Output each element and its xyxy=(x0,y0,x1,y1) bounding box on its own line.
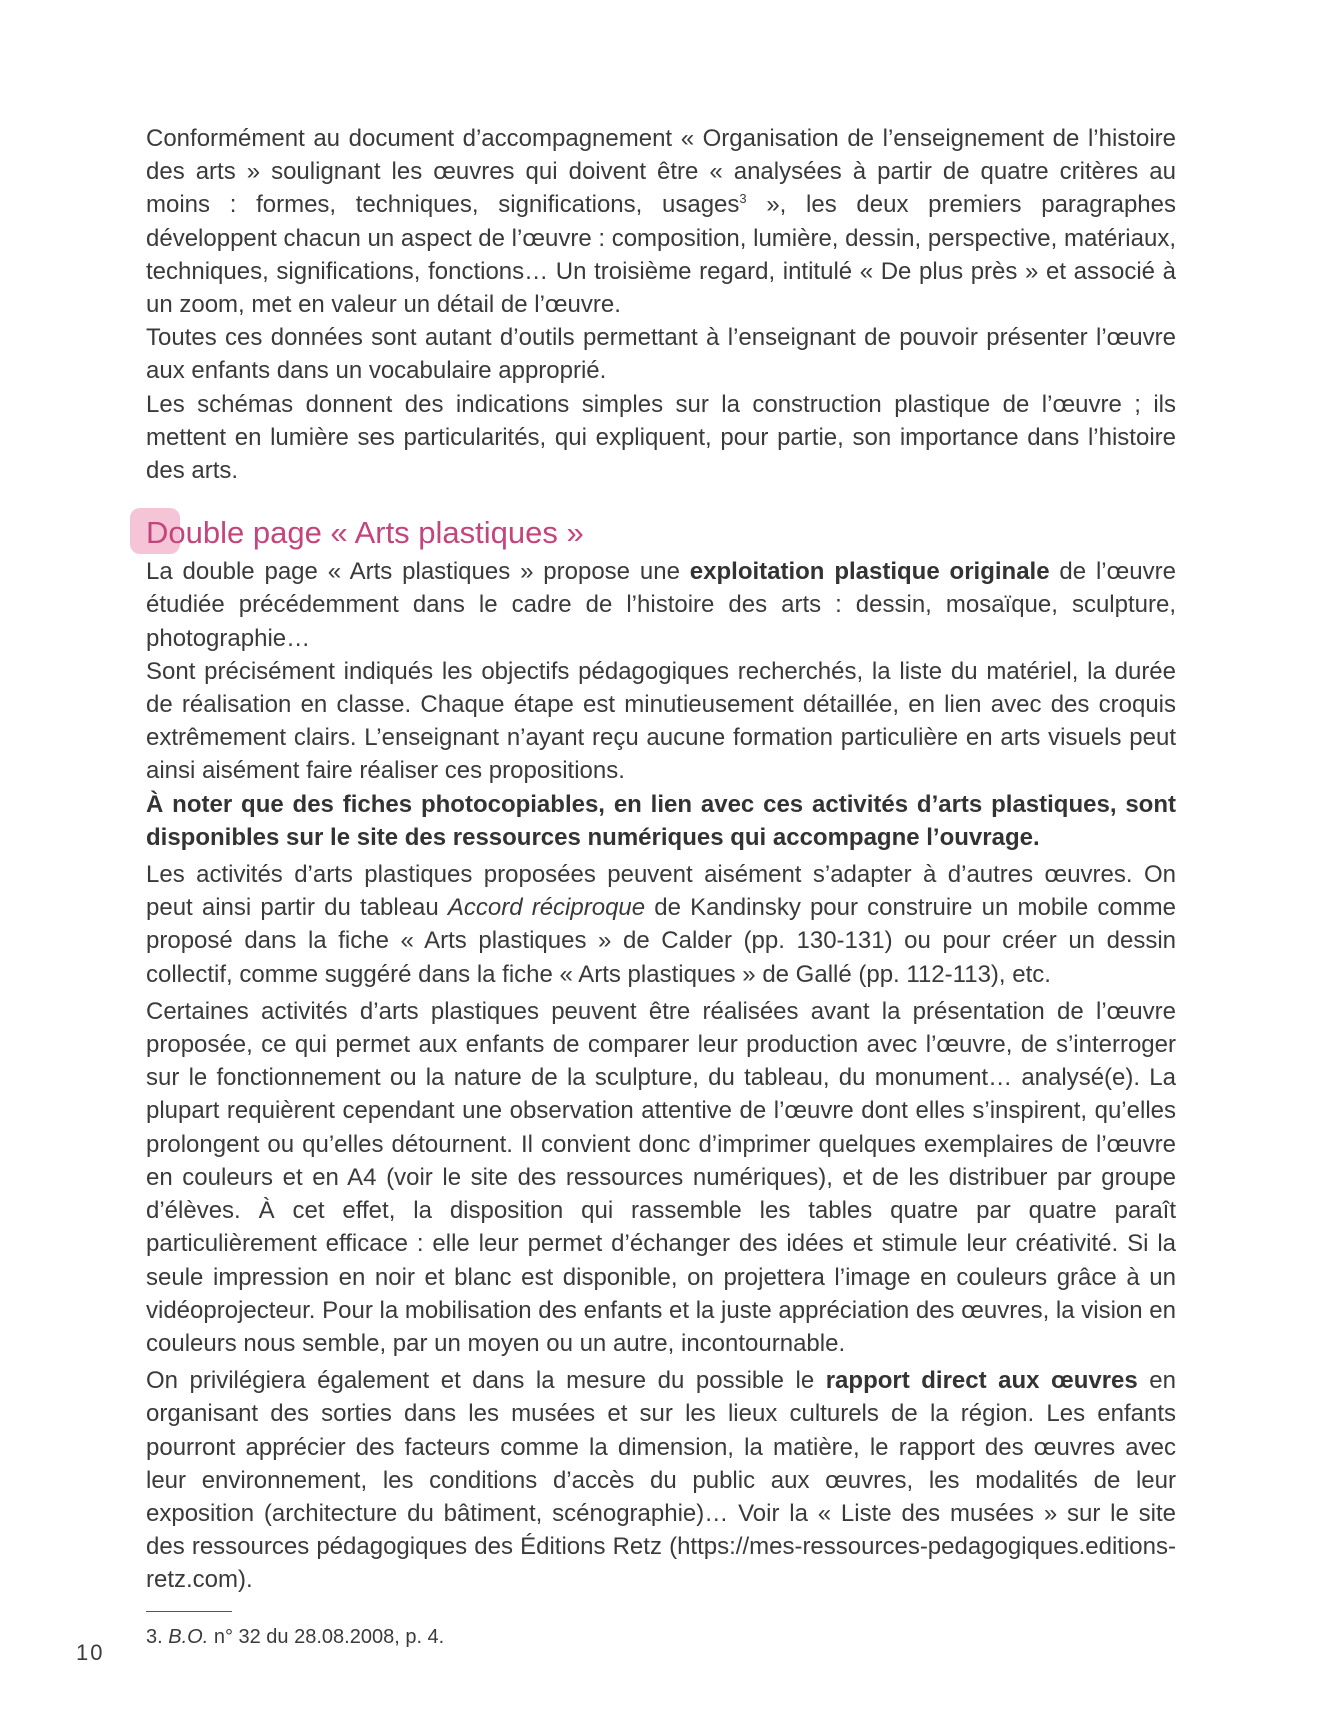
section-heading-container xyxy=(146,513,1176,553)
section-p6-text-b: en organisant des sorties dans les musées et sur les lieux culturels de la région. Les enfants pourront apprécier des facteurs comme la dimension, la matière, le rapport des œuvres avec leur environnement, les conditions d’accès du public aux œuvres, les modalités de leur exposition (architecture du bâtiment, scénographie)… Voir la « Liste des musées » sur le site des ressources pédagogiques des Éditions Retz (https://mes-ressources-pedagogiques.editions-retz.com). xyxy=(146,1367,1176,1594)
footnote-reference: 3 xyxy=(739,191,747,207)
footnote-text: n° 32 du 28.08.2008, p. 4. xyxy=(208,1625,445,1648)
intro-p1-text-a: Conformément au document d’accompagnement « Organisation de l’enseignement de l’histoire des arts » soulignant les œuvres qui doivent être « analysées à partir de quatre critères au moins : formes, techniques, significations, usages xyxy=(146,125,1176,219)
footnote-source: B.O. xyxy=(168,1625,209,1648)
intro-section xyxy=(146,122,1176,487)
section-paragraph-1 xyxy=(146,555,1176,655)
section-p6-text-a: On privilégiera également et dans la mesure du possible le xyxy=(146,1367,826,1395)
section-paragraph-2: Sont précisément indiqués les objectifs pédagogiques recherchés, la liste du matériel, la durée de réalisation en classe. Chaque étape est minutieusement détaillée, en lien avec des croquis extrêmement clairs. L’enseignant n’ayant reçu aucune formation particulière en arts visuels peut ainsi aisément faire réaliser ces propositions. xyxy=(146,657,1176,785)
footnote xyxy=(146,1624,1176,1650)
section-heading: Double page « Arts plastiques » xyxy=(146,515,584,551)
section-paragraph-4 xyxy=(146,858,1176,991)
intro-paragraph-2: Toutes ces données sont autant d’outils permettant à l’enseignant de pouvoir présenter l’œuvre aux enfants dans un vocabulaire approprié. xyxy=(146,324,1176,385)
section-p1-text-a: La double page « Arts plastiques » propose une xyxy=(146,558,690,586)
section-paragraph-5: Certaines activités d’arts plastiques peuvent être réalisées avant la présentation de l’œuvre proposée, ce qui permet aux enfants de comparer leur production avec l’œuvre, de s’interroger sur le fonctionnement ou la nature de la sculpture, du tableau, du monument… analysé(e). La plupart requièrent cependant une observation attentive de l’œuvre dont elles s’inspirent, qu’elles prolongent ou qu’elles détournent. Il convient donc d’imprimer quelques exemplaires de l’œuvre en couleurs et en A4 (voir le site des ressources numériques), et de les distribuer par groupe d’élèves. À cet effet, la disposition qui rassemble les tables quatre par quatre paraît particulièrement efficace : elle leur permet d’échanger des idées et stimule leur créativité. Si la seule impression en noir et blanc est disponible, on projettera l’image en couleurs grâce à un vidéoprojecteur. Pour la mobilisation des enfants et la juste appréciation des œuvres, la vision en couleurs nous semble, par un moyen ou un autre, incontournable. xyxy=(146,997,1176,1357)
intro-paragraph-3: Les schémas donnent des indications simples sur la construction plastique de l’œuvre ; ils mettent en lumière ses particularités, qui expliquent, pour partie, son importance dans l’histoire des arts. xyxy=(146,390,1176,485)
intro-p1-text-b: », les deux premiers paragraphes développent chacun un aspect de l’œuvre : composition, lumière, dessin, perspective, matériaux, techniques, significations, fonctions… Un troisième regard, intitulé « De plus près » et associé à un zoom, met en valeur un détail de l’œuvre. xyxy=(146,191,1176,319)
section-p1-bold: exploitation plastique originale xyxy=(689,558,1050,586)
page-content xyxy=(146,122,1176,1650)
section-p1-text-b: de l’œuvre étudiée précédemment dans le cadre de l’histoire des arts : dessin, mosaïque, sculpture, photographie… xyxy=(146,558,1176,652)
section-paragraph-6 xyxy=(146,1364,1176,1596)
arts-plastiques-section xyxy=(146,555,1176,1596)
intro-paragraph-1 xyxy=(146,122,1176,321)
page-number: 10 xyxy=(76,1640,105,1665)
section-p4-artwork-title: Accord réciproque xyxy=(447,894,646,922)
section-p6-bold: rapport direct aux œuvres xyxy=(825,1367,1138,1395)
section-p4-text-a: Les activités d’arts plastiques proposées peuvent aisément s’adapter à d’autres œuvres. On peut ainsi partir du tableau xyxy=(146,861,1176,922)
footnote-number: 3. xyxy=(146,1625,169,1648)
section-p4-text-b: de Kandinsky pour construire un mobile comme proposé dans la fiche « Arts plastiques » de Calder (pp. 130-131) ou pour créer un dessin collectif, comme suggéré dans la fiche « Arts plastiques » de Gallé (pp. 112-113), etc. xyxy=(146,894,1177,988)
footnote-divider xyxy=(146,1611,232,1612)
section-note-bold: À noter que des fiches photocopiables, en lien avec ces activités d’arts plastiques, sont disponibles sur le site des ressources numériques qui accompagne l’ouvrage. xyxy=(146,790,1176,851)
